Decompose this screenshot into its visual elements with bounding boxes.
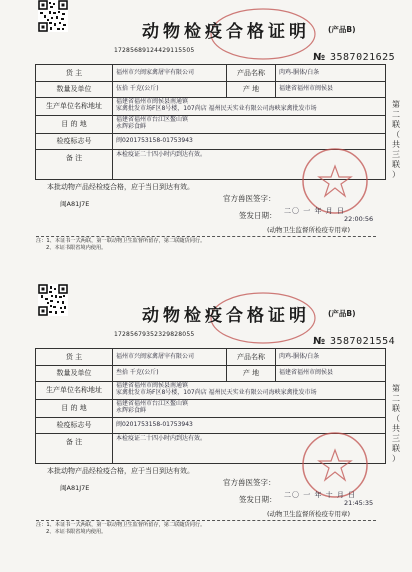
quantity-label: 数量及单位 — [56, 369, 92, 377]
vet-signature-label: 官方兽医签字： — [223, 194, 276, 203]
row-destination — [36, 399, 385, 418]
destination-label: 目 的 地 — [61, 404, 87, 412]
vehicle-serial: 闽A81J7E — [60, 200, 90, 208]
footnote-divider — [36, 236, 376, 237]
row-producer — [36, 97, 385, 116]
owner-value: 福州市兴闽家禽屠宰有限公司 — [116, 69, 195, 76]
issuer-note: (动物卫生监督所检疫专用章) — [267, 226, 351, 234]
issue-date-label: 签发日期： — [239, 495, 277, 504]
qr-id: 17285679352329828055 — [114, 331, 195, 338]
quantity-value: 叁拾 千克(公斤) — [116, 369, 159, 376]
remarks-label: 备 注 — [65, 438, 83, 446]
footnote: 注：1、本证书一式两联，第一联动物卫生监督所留存，第二联随货同行。 2、本证书限省境内使用。 — [36, 522, 206, 535]
quantity-label: 数量及单位 — [56, 85, 92, 93]
qr-code-icon — [38, 0, 68, 32]
issuer-note: (动物卫生监督所检疫专用章) — [267, 510, 351, 518]
origin-value: 福建省福州市闽侯县 — [279, 85, 334, 92]
certificate-2 — [0, 284, 412, 570]
number-label: № — [313, 52, 326, 63]
qr-id: 17285689124429115505 — [114, 47, 195, 54]
origin-value: 福建省福州市闽侯县 — [279, 369, 334, 376]
product-type: (产品B) — [328, 309, 356, 318]
row-destination — [36, 115, 385, 134]
origin-label: 产 地 — [242, 85, 260, 93]
vehicle-serial: 闽A81J7E — [60, 484, 90, 492]
vet-signature-label: 官方兽医签字： — [223, 478, 276, 487]
remarks-value: 本检疫证二十四小时内到达有效。 — [116, 435, 207, 442]
mark-number-label: 检疫标志号 — [56, 137, 92, 145]
owner-label: 货 主 — [65, 69, 83, 77]
footnote-divider — [36, 520, 376, 521]
origin-label: 产 地 — [242, 369, 260, 377]
product-name-value: 肉鸡-胴体/白条 — [279, 69, 320, 76]
product-name-value: 肉鸡-胴体/白条 — [279, 353, 320, 360]
handwritten-date: 二〇 一 年 月 日 — [284, 207, 345, 215]
handwritten-time: 21:45:35 — [344, 499, 374, 507]
producer-value: 福建省福州市闽侯县南通镇 家禽批发市场F区8号楼，107尚店 福州民天实业有限公司海峡家禽批发市场 — [116, 382, 317, 396]
copy-label: 第 二 联 （ 共 三 联 ） — [392, 384, 400, 463]
issue-date-label: 签发日期： — [239, 211, 277, 220]
destination-value: 福建省福州市台江区鳌山镇 永辉彩食鲜 — [116, 400, 189, 414]
certificate-number: 3587021554 — [330, 336, 396, 347]
handwritten-date: 二〇 一 年 十 月 日 — [284, 491, 357, 499]
producer-label: 生产单位名称地址 — [46, 102, 102, 110]
quantity-value: 伍拾 千克(公斤) — [116, 85, 159, 92]
mark-number-value: 闽0201753158-01753943 — [116, 137, 193, 144]
handwritten-time: 22:00:56 — [344, 215, 374, 223]
row-producer — [36, 381, 385, 400]
product-name-label: 产品名称 — [237, 353, 265, 361]
number-label: № — [313, 336, 326, 347]
destination-label: 目 的 地 — [61, 120, 87, 128]
row-quantity — [36, 81, 385, 98]
copy-label: 第 二 联 （ 共 三 联 ） — [392, 100, 400, 179]
destination-value: 福建省福州市台江区鳌山镇 永辉彩食鲜 — [116, 116, 189, 130]
validity-notice: 本批动物产品经检疫合格，应于当日到达有效。 — [47, 467, 194, 475]
mark-number-value: 闽0201753158-01753943 — [116, 421, 193, 428]
remarks-label: 备 注 — [65, 154, 83, 162]
certificate-title: 动物检疫合格证明 — [142, 22, 310, 42]
row-owner — [36, 349, 385, 366]
footnote: 注：1、本证书一式两联，第一联动物卫生监督所留存，第二联随货同行。 2、本证书限省境内使用。 — [36, 238, 206, 251]
certificate-number: 3587021625 — [330, 52, 396, 63]
row-owner — [36, 65, 385, 82]
product-type: (产品B) — [328, 25, 356, 34]
producer-value: 福建省福州市闽侯县南通镇 家禽批发市场F区8号楼，107尚店 福州民天实业有限公司海峡家禽批发市场 — [116, 98, 317, 112]
certificate-title: 动物检疫合格证明 — [142, 306, 310, 326]
owner-label: 货 主 — [65, 353, 83, 361]
product-name-label: 产品名称 — [237, 69, 265, 77]
row-quantity — [36, 365, 385, 382]
producer-label: 生产单位名称地址 — [46, 386, 102, 394]
owner-value: 福州市兴闽家禽屠宰有限公司 — [116, 353, 195, 360]
validity-notice: 本批动物产品经检疫合格，应于当日到达有效。 — [47, 183, 194, 191]
mark-number-label: 检疫标志号 — [56, 421, 92, 429]
qr-code-icon — [38, 284, 68, 316]
remarks-value: 本检疫证二十四小时内到达有效。 — [116, 151, 207, 158]
